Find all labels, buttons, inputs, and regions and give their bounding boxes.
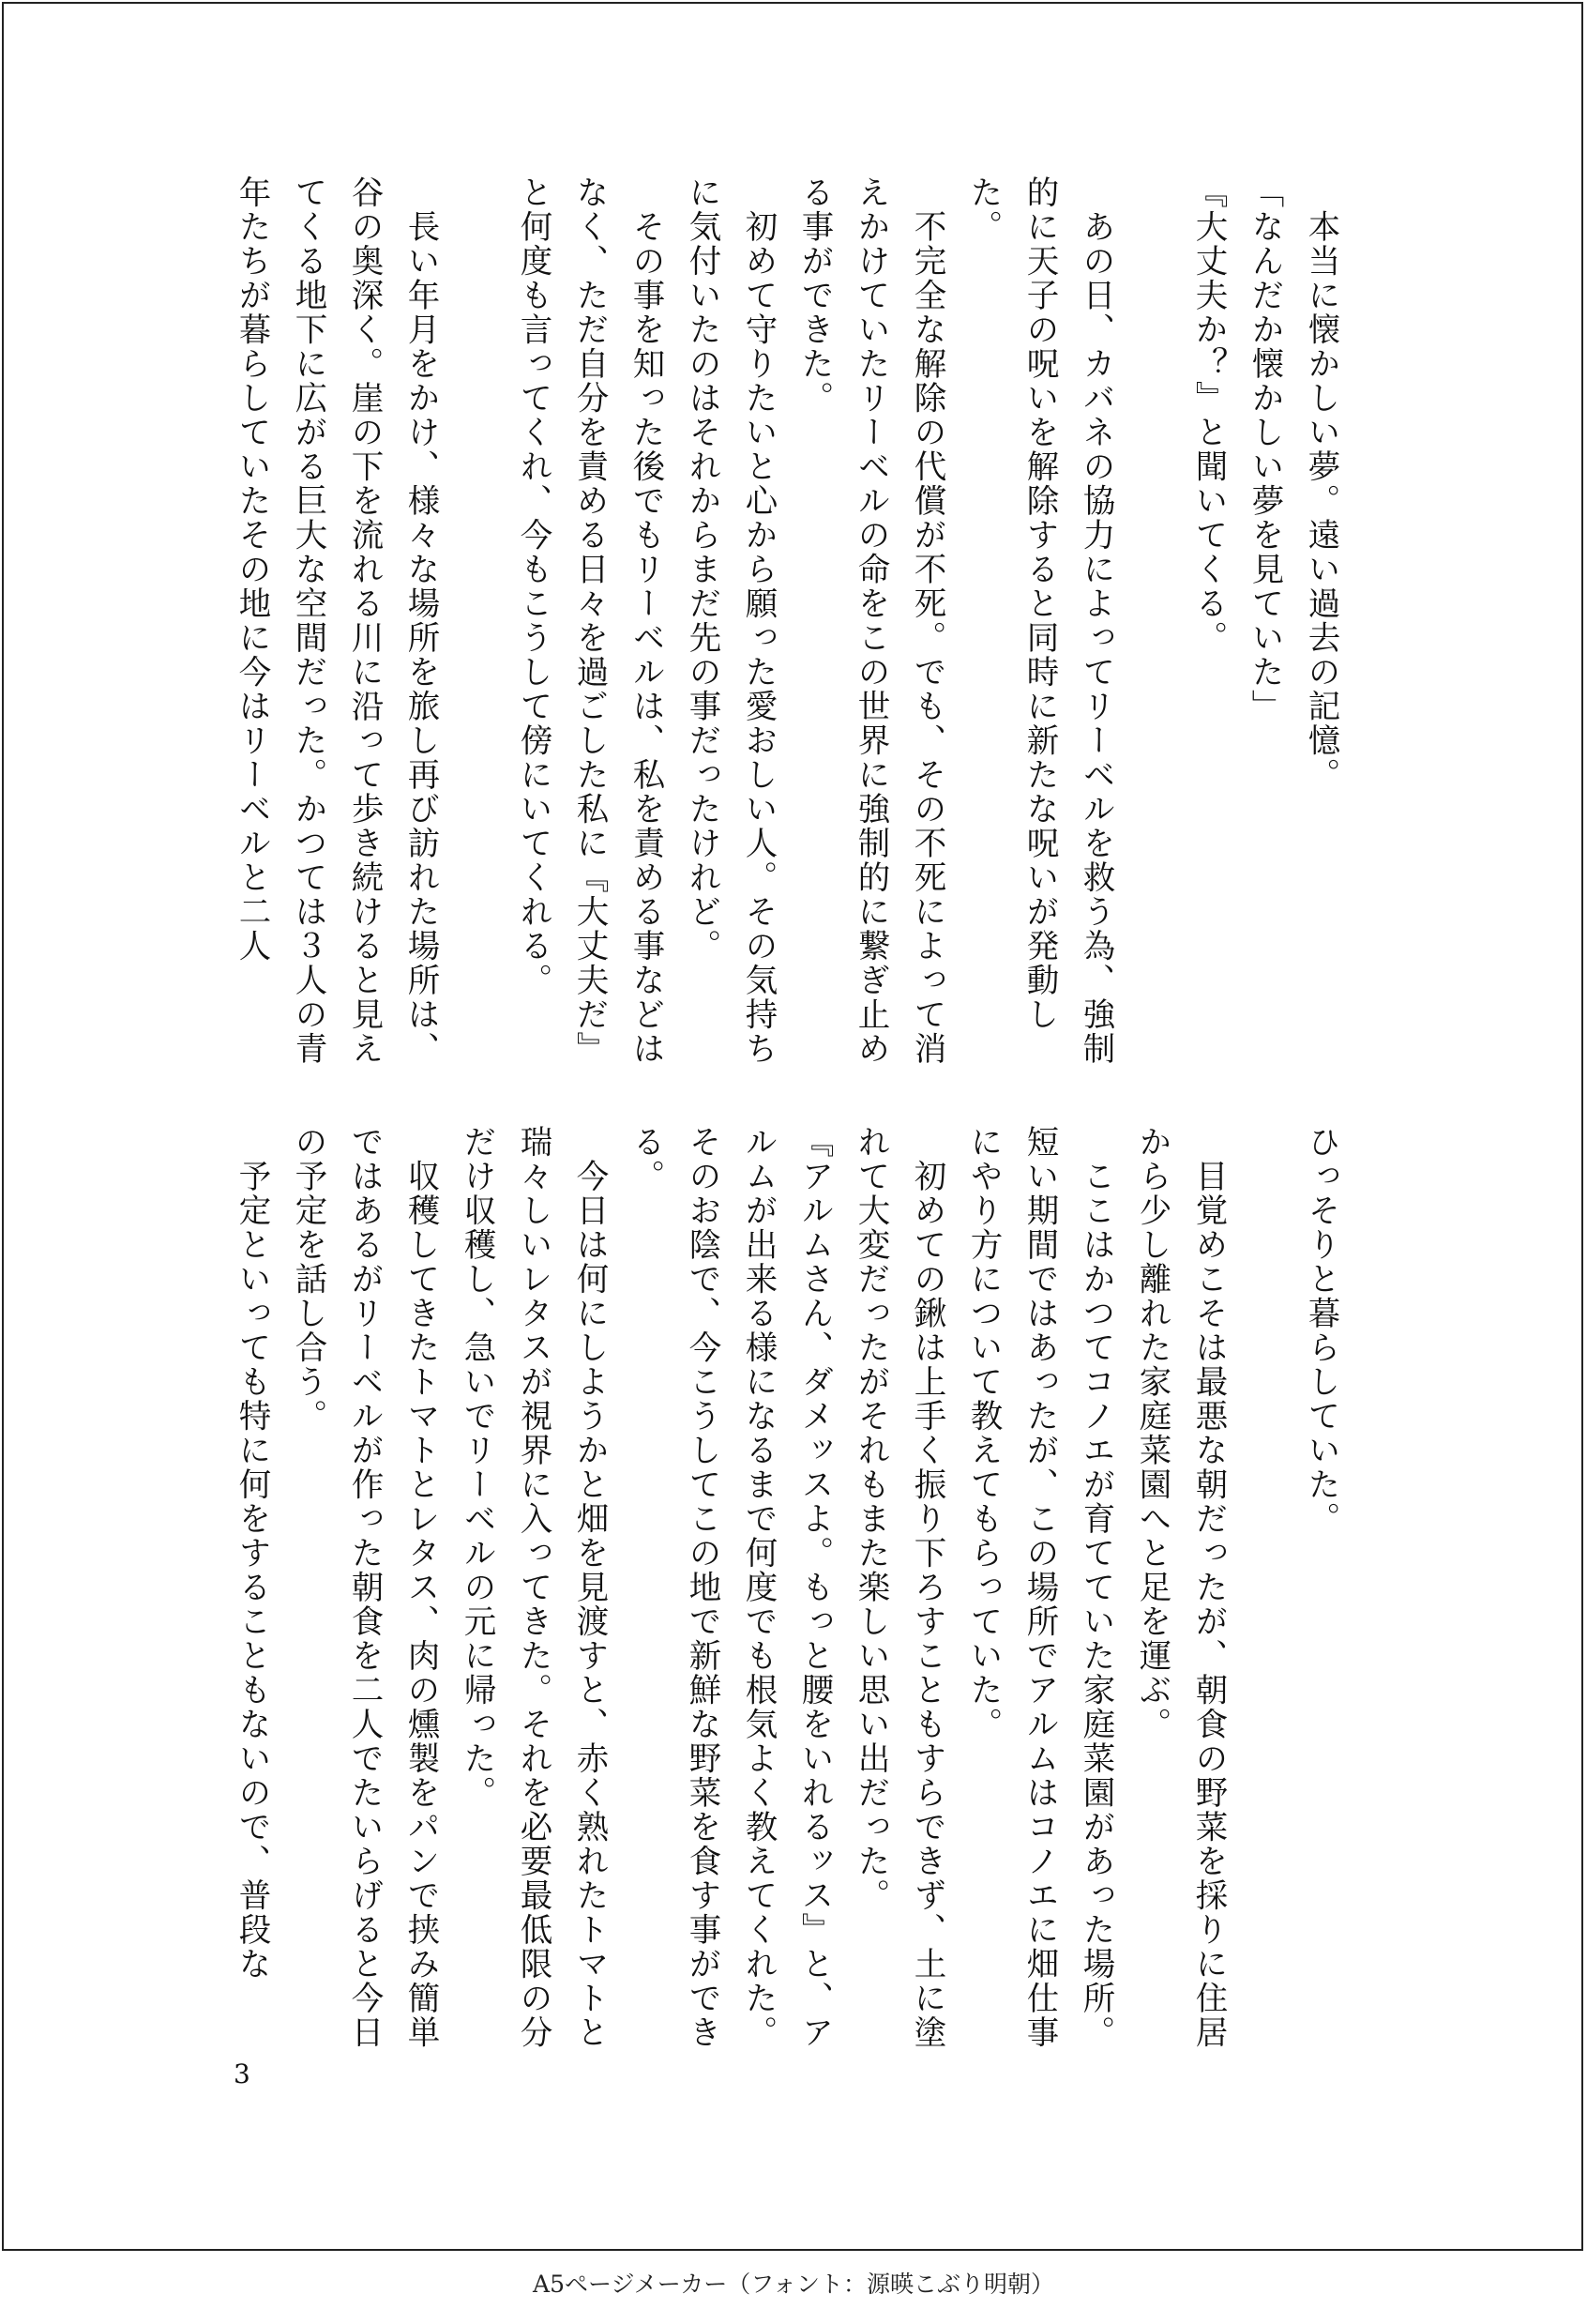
text-block-top <box>233 175 1349 1076</box>
paragraph: その事を知った後でもリーベルは、私を責める事などはなく、ただ自分を責める日々を過ごした私に『大丈夫だ』と何度も言ってくれ、今もこうして傍にいてくれる。 <box>514 175 664 1066</box>
paragraph: 今日は何にしようかと畑を見渡すと、赤く熟れたトマトと瑞々しいレタスが視界に入ってきた。それを必要最低限の分だけ収穫し、急いでリーベルの元に帰った。 <box>458 1125 608 2050</box>
paragraph: 初めての鍬は上手く振り下ろすこともすらできず、土に塗れて大変だったがそれもまた楽しい思い出だった。 <box>852 1125 945 2050</box>
paragraph-gap <box>1124 175 1180 1076</box>
paragraph: 収穫してきたトマトとレタス、肉の燻製をパンで挟み簡単ではあるがリーベルが作った朝食を二人でたいらげると今日の予定を話し合う。 <box>289 1125 439 2050</box>
paragraph: ここはかつてコノエが育てていた家庭菜園があった場所。短い期間ではあったが、この場所でアルムはコノエに畑仕事にやり方について教えてもらっていた。 <box>964 1125 1114 2050</box>
document-page <box>2 2 1583 2251</box>
footer-label: A5ページメーカー（フォント：源暎こぶり明朝） <box>533 2271 1054 2298</box>
paragraph: 予定といっても特に何をすることもないので、普段な <box>233 1125 270 1982</box>
paragraph: 不完全な解除の代償が不死。でも、その不死によって消えかけていたリーベルの命をこの世界に強制的に繋ぎ止める事ができた。 <box>795 175 945 1066</box>
paragraph-gap <box>448 175 505 1076</box>
paragraph: 『アルムさん、ダメッスよ。もっと腰をいれるッス』と、アルムが出来る様になるまで何度でも根気よく教えてくれた。そのお陰で、今こうしてこの地で新鮮な野菜を食す事ができる。 <box>627 1125 833 2050</box>
paragraph: あの日、カバネの協力によってリーベルを救う為、強制的に天子の呪いを解除すると同時に新たな呪いが発動した。 <box>964 175 1114 1066</box>
paragraph: 長い年月をかけ、様々な場所を旅し再び訪れた場所は、谷の奥深く。崖の下を流れる川に沿って歩き続けると見えてくる地下に広がる巨大な空間だった。かつては３人の青年たちが暮らしていたその地に今はリーベルと二人 <box>233 175 439 1066</box>
paragraph: 目覚めこそは最悪な朝だったが、朝食の野菜を採りに住居から少し離れた家庭菜園へと足を運ぶ。 <box>1133 1125 1227 2050</box>
paragraph: 初めて守りたいと心から願った愛おしい人。その気持ちに気付いたのはそれからまだ先の事だったけれど。 <box>683 175 777 1066</box>
paragraph: 「なんだか懐かしい夢を見ていた」 <box>1246 175 1283 723</box>
page-number: 3 <box>234 2058 250 2089</box>
paragraph: 本当に懐かしい夢。遠い過去の記憶。 <box>1302 175 1339 792</box>
paragraph-gap <box>1236 1125 1292 2054</box>
text-block-bottom <box>233 1125 1349 2054</box>
paragraph: ひっそりと暮らしていた。 <box>1302 1125 1339 1536</box>
paragraph: 『大丈夫か？』と聞いてくる。 <box>1189 175 1227 655</box>
